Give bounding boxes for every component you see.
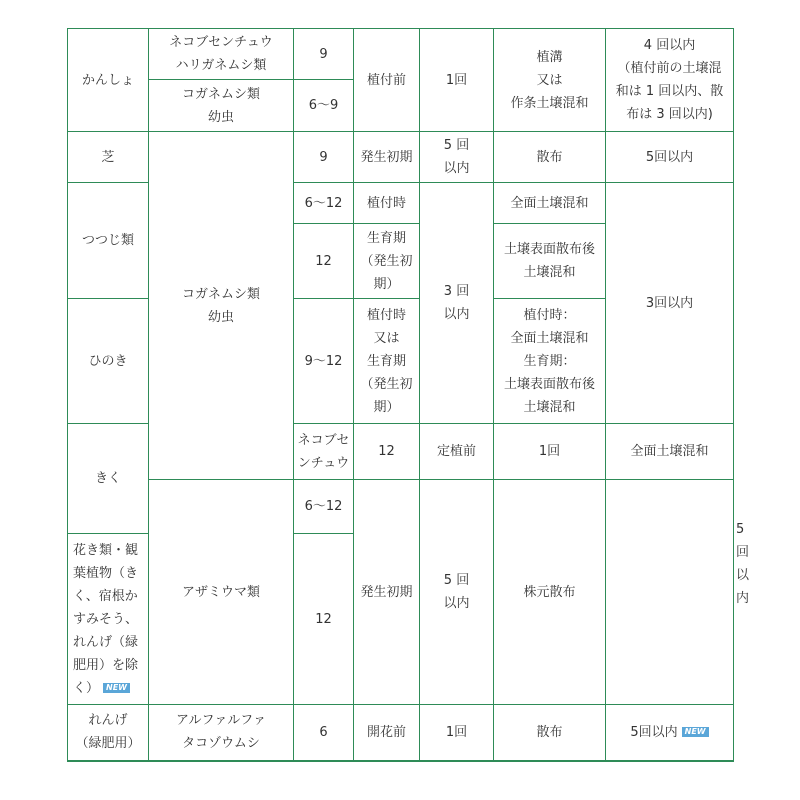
days-cell: 6 (294, 705, 354, 761)
crop-cell: つつじ類 (68, 183, 149, 299)
pest-cell: アルファルファ タコゾウムシ (149, 705, 294, 761)
table-row (68, 29, 734, 80)
table-row (68, 705, 734, 761)
method-cell: 散布 (494, 705, 606, 761)
method-cell: 株元散布 (494, 480, 606, 705)
pest-cell: ネコブセンチュウ ハリガネムシ類 (149, 29, 294, 80)
days-cell: 6〜12 (294, 480, 354, 534)
days-cell: 12 (294, 224, 354, 299)
days-cell: 9 (294, 29, 354, 80)
days-cell: 12 (294, 534, 354, 705)
count-cell: 3 回 以内 (420, 183, 494, 424)
days-cell: 9 (294, 132, 354, 183)
timing-cell: 植付時 又は 生育期 （発生初 期） (354, 299, 420, 424)
pesticide-usage-table (67, 28, 750, 762)
crop-cell: 花き類・観 葉植物（き く、宿根か すみそう、 れんげ（緑 肥用）を除 く） NEW (68, 534, 149, 705)
days-cell: 12 (354, 424, 420, 480)
method-cell: 全面土壌混和 (606, 424, 734, 480)
timing-cell: 発生初期 (354, 480, 420, 705)
crop-cell: ひのき (68, 299, 149, 424)
timing-cell: 開花前 (354, 705, 420, 761)
pest-cell: アザミウマ類 (149, 480, 294, 705)
pest-cell: コガネムシ類 幼虫 (149, 132, 294, 480)
pest-cell: ネコブセンチュウ (294, 424, 354, 480)
timing-cell: 植付時 (354, 183, 420, 224)
total-cell: 5回以内 (606, 132, 734, 183)
days-cell: 6〜9 (294, 80, 354, 132)
count-cell: 1回 (494, 424, 606, 480)
table-row (68, 132, 734, 183)
crop-cell: きく (68, 424, 149, 534)
timing-cell: 生育期 （発生初 期） (354, 224, 420, 299)
method-cell: 散布 (494, 132, 606, 183)
timing-cell: 定植前 (420, 424, 494, 480)
new-badge-icon: NEW (682, 727, 709, 737)
table-row (68, 480, 734, 534)
total-cell: 5回以内 NEW (606, 705, 734, 761)
days-cell: 6〜12 (294, 183, 354, 224)
timing-cell: 発生初期 (354, 132, 420, 183)
total-cell: 3回以内 (606, 183, 734, 424)
days-cell: 9〜12 (294, 299, 354, 424)
count-cell: 5 回 以内 (420, 132, 494, 183)
count-cell: 1回 (420, 29, 494, 132)
count-cell: 1回 (420, 705, 494, 761)
timing-cell: 植付前 (354, 29, 420, 132)
method-cell: 全面土壌混和 (494, 183, 606, 224)
crop-cell: れんげ （緑肥用） (68, 705, 149, 761)
crop-cell: 芝 (68, 132, 149, 183)
method-cell: 植付時： 全面土壌混和 生育期： 土壌表面散布後 土壌混和 (494, 299, 606, 424)
table-row: きく ネコブセンチュウ 12 定植前 1回 全面土壌混和 5回以内 (68, 424, 734, 480)
total-cell: 4 回以内 （植付前の土壌混 和は 1 回以内、散 布は 3 回以内) (606, 29, 734, 132)
method-cell: 植溝 又は 作条土壌混和 (494, 29, 606, 132)
method-cell: 土壌表面散布後 土壌混和 (494, 224, 606, 299)
new-badge-icon: NEW (103, 683, 130, 693)
pest-cell: コガネムシ類 幼虫 (149, 80, 294, 132)
crop-cell: かんしょ (68, 29, 149, 132)
count-cell: 5 回 以内 (420, 480, 494, 705)
